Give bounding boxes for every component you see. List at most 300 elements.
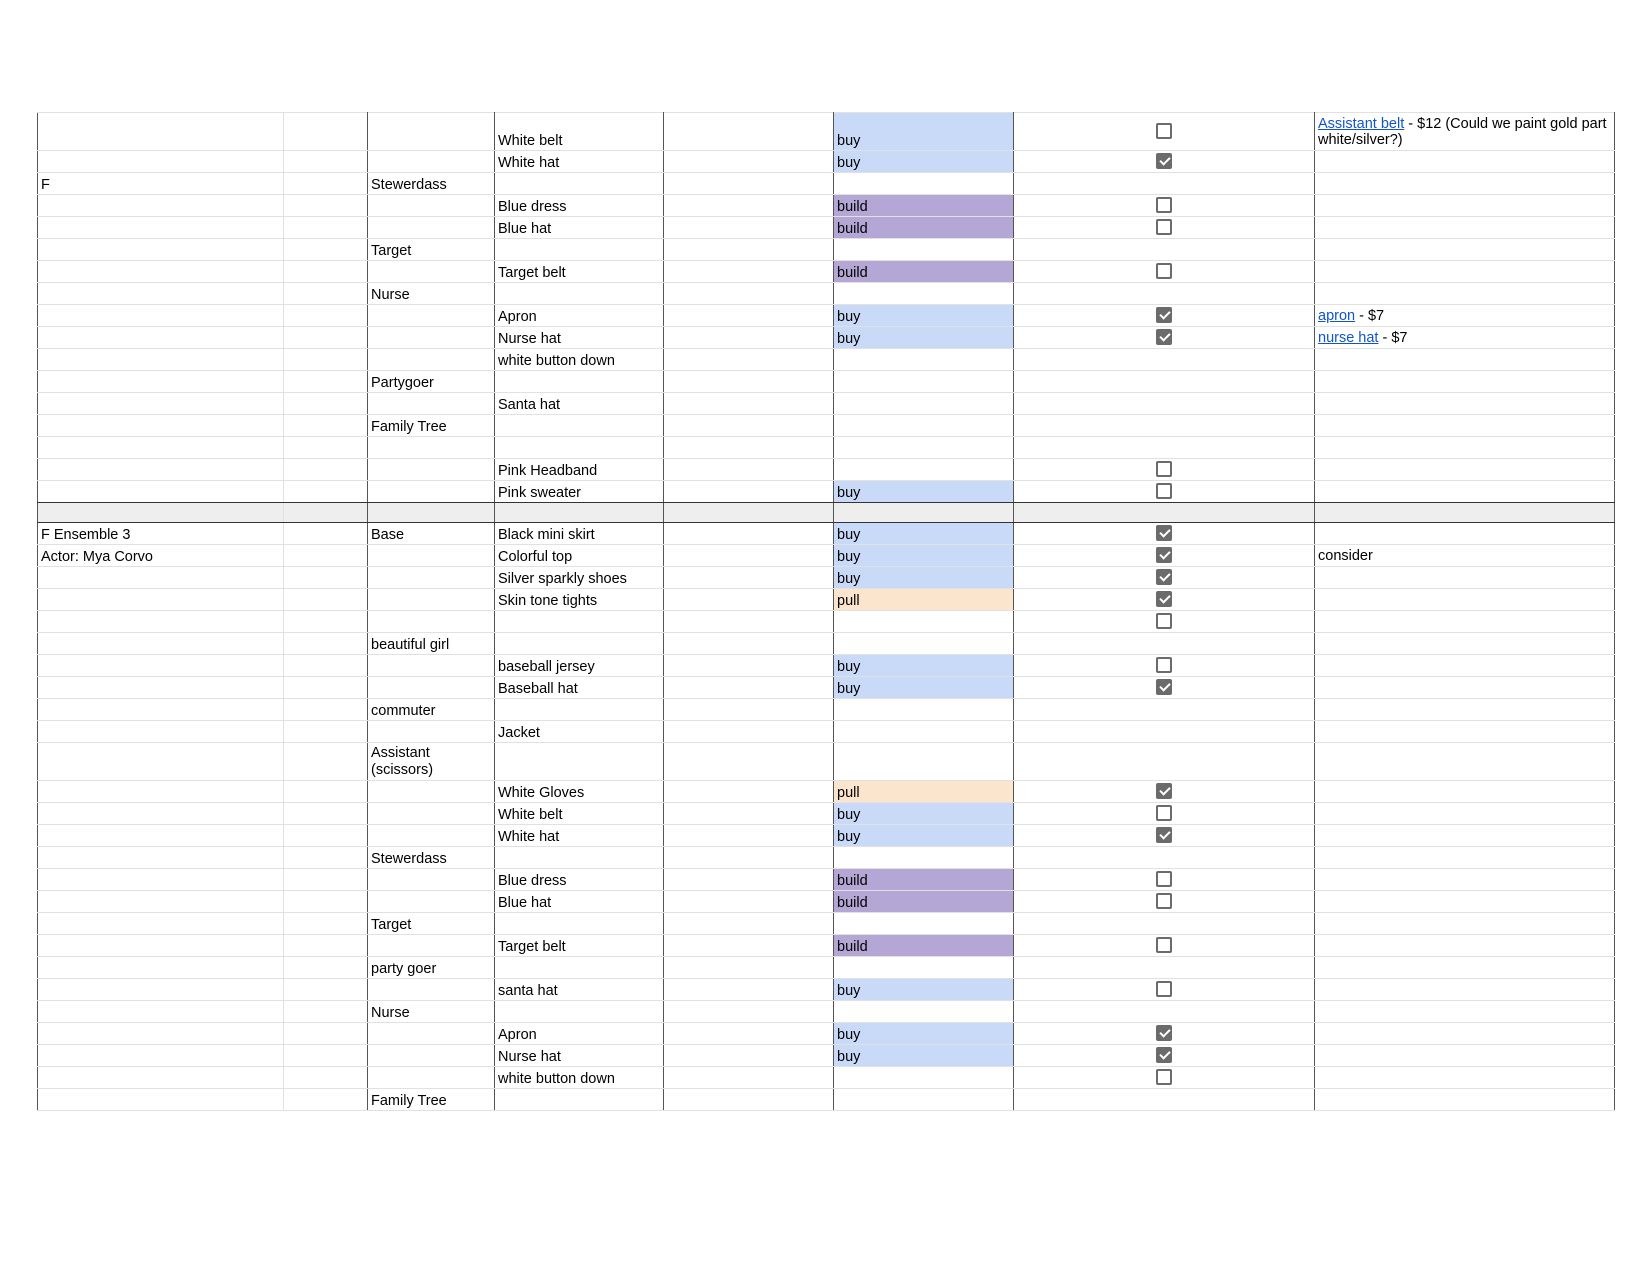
group-cell bbox=[38, 957, 284, 979]
item-cell bbox=[495, 1089, 664, 1111]
group-cell bbox=[38, 611, 284, 633]
done-checkbox-cell[interactable] bbox=[1014, 239, 1315, 261]
blank-cell bbox=[284, 327, 368, 349]
blank-cell bbox=[664, 677, 834, 699]
blank-cell bbox=[664, 415, 834, 437]
item-cell bbox=[495, 633, 664, 655]
role-cell bbox=[368, 1023, 495, 1045]
blank-cell bbox=[284, 957, 368, 979]
role-cell: commuter bbox=[368, 699, 495, 721]
status-cell bbox=[834, 239, 1014, 261]
notes-cell bbox=[1315, 677, 1615, 699]
item-cell bbox=[495, 415, 664, 437]
sheet-row bbox=[38, 545, 1615, 567]
role-cell bbox=[368, 195, 495, 217]
group-cell bbox=[38, 415, 284, 437]
group-cell bbox=[38, 589, 284, 611]
blank-cell bbox=[664, 173, 834, 195]
done-checkbox-cell[interactable] bbox=[1014, 803, 1315, 825]
status-cell bbox=[834, 349, 1014, 371]
status-cell bbox=[834, 847, 1014, 869]
notes-cell bbox=[1315, 721, 1615, 743]
blank-cell bbox=[664, 261, 834, 283]
item-cell: Pink Headband bbox=[495, 459, 664, 481]
role-cell bbox=[368, 503, 495, 523]
done-checkbox-cell[interactable] bbox=[1014, 151, 1315, 173]
item-cell bbox=[495, 743, 664, 781]
role-cell bbox=[368, 655, 495, 677]
notes-cell bbox=[1315, 633, 1615, 655]
sheet-row bbox=[38, 869, 1615, 891]
blank-cell bbox=[284, 415, 368, 437]
item-cell: Pink sweater bbox=[495, 481, 664, 503]
checked-checkbox[interactable] bbox=[1156, 307, 1172, 323]
group-cell: F Ensemble 3 bbox=[38, 523, 284, 545]
done-checkbox-cell[interactable] bbox=[1014, 217, 1315, 239]
note-text: - $7 bbox=[1378, 330, 1408, 346]
blank-cell bbox=[664, 721, 834, 743]
blank-cell bbox=[284, 825, 368, 847]
status-cell: buy bbox=[834, 677, 1014, 699]
blank-cell bbox=[664, 699, 834, 721]
status-cell bbox=[834, 393, 1014, 415]
item-link[interactable]: nurse hat bbox=[1318, 330, 1379, 346]
blank-cell bbox=[664, 195, 834, 217]
notes-cell bbox=[1315, 803, 1615, 825]
item-cell bbox=[495, 957, 664, 979]
role-cell bbox=[368, 261, 495, 283]
note-text: - $12 (Could we paint gold part white/silver?) bbox=[1318, 116, 1607, 148]
sheet-row bbox=[38, 283, 1615, 305]
group-cell bbox=[38, 327, 284, 349]
role-cell bbox=[368, 567, 495, 589]
done-checkbox-cell[interactable] bbox=[1014, 503, 1315, 523]
done-checkbox-cell[interactable] bbox=[1014, 261, 1315, 283]
status-cell bbox=[834, 283, 1014, 305]
blank-cell bbox=[664, 589, 834, 611]
role-cell bbox=[368, 393, 495, 415]
group-cell bbox=[38, 459, 284, 481]
done-checkbox-cell[interactable] bbox=[1014, 979, 1315, 1001]
checked-checkbox[interactable] bbox=[1156, 153, 1172, 169]
status-cell: buy bbox=[834, 803, 1014, 825]
blank-cell bbox=[284, 655, 368, 677]
done-checkbox-cell[interactable] bbox=[1014, 459, 1315, 481]
notes-cell bbox=[1315, 743, 1615, 781]
done-checkbox-cell[interactable] bbox=[1014, 743, 1315, 781]
item-cell: Apron bbox=[495, 1023, 664, 1045]
blank-cell bbox=[664, 1023, 834, 1045]
sheet-row bbox=[38, 677, 1615, 699]
blank-cell bbox=[284, 523, 368, 545]
unchecked-checkbox[interactable] bbox=[1156, 805, 1172, 821]
status-cell: buy bbox=[834, 825, 1014, 847]
checked-checkbox[interactable] bbox=[1156, 525, 1172, 541]
role-cell bbox=[368, 459, 495, 481]
item-cell bbox=[495, 437, 664, 459]
group-cell: Actor: Mya Corvo bbox=[38, 545, 284, 567]
unchecked-checkbox[interactable] bbox=[1156, 937, 1172, 953]
sheet-row bbox=[38, 891, 1615, 913]
checked-checkbox[interactable] bbox=[1156, 827, 1172, 843]
status-cell bbox=[834, 371, 1014, 393]
item-cell: White hat bbox=[495, 151, 664, 173]
sheet-row bbox=[38, 655, 1615, 677]
blank-cell bbox=[284, 195, 368, 217]
blank-cell bbox=[664, 523, 834, 545]
unchecked-checkbox[interactable] bbox=[1156, 893, 1172, 909]
blank-cell bbox=[664, 743, 834, 781]
group-cell bbox=[38, 913, 284, 935]
status-cell: build bbox=[834, 217, 1014, 239]
item-cell bbox=[495, 173, 664, 195]
blank-cell bbox=[284, 869, 368, 891]
item-cell: Colorful top bbox=[495, 545, 664, 567]
done-checkbox-cell[interactable] bbox=[1014, 113, 1315, 151]
done-checkbox-cell[interactable] bbox=[1014, 327, 1315, 349]
blank-cell bbox=[284, 677, 368, 699]
status-cell: pull bbox=[834, 589, 1014, 611]
role-cell: party goer bbox=[368, 957, 495, 979]
group-cell bbox=[38, 655, 284, 677]
sheet-row bbox=[38, 371, 1615, 393]
checked-checkbox[interactable] bbox=[1156, 679, 1172, 695]
done-checkbox-cell[interactable] bbox=[1014, 1023, 1315, 1045]
group-cell bbox=[38, 1023, 284, 1045]
role-cell bbox=[368, 1067, 495, 1089]
blank-cell bbox=[664, 825, 834, 847]
done-checkbox-cell[interactable] bbox=[1014, 825, 1315, 847]
notes-cell bbox=[1315, 481, 1615, 503]
unchecked-checkbox[interactable] bbox=[1156, 483, 1172, 499]
sheet-row bbox=[38, 261, 1615, 283]
item-link[interactable]: Assistant belt bbox=[1318, 116, 1405, 132]
item-cell bbox=[495, 283, 664, 305]
notes-cell bbox=[1315, 113, 1615, 151]
sheet-row bbox=[38, 1023, 1615, 1045]
status-cell: build bbox=[834, 935, 1014, 957]
item-cell: Jacket bbox=[495, 721, 664, 743]
blank-cell bbox=[664, 633, 834, 655]
status-cell: buy bbox=[834, 545, 1014, 567]
checked-checkbox[interactable] bbox=[1156, 569, 1172, 585]
item-link[interactable]: apron bbox=[1318, 308, 1356, 324]
role-cell bbox=[368, 437, 495, 459]
sheet-row bbox=[38, 1089, 1615, 1111]
blank-cell bbox=[664, 957, 834, 979]
notes-cell bbox=[1315, 589, 1615, 611]
done-checkbox-cell[interactable] bbox=[1014, 1067, 1315, 1089]
notes-cell bbox=[1315, 891, 1615, 913]
item-cell bbox=[495, 913, 664, 935]
done-checkbox-cell[interactable] bbox=[1014, 481, 1315, 503]
unchecked-checkbox[interactable] bbox=[1156, 981, 1172, 997]
role-cell bbox=[368, 217, 495, 239]
role-cell: Target bbox=[368, 913, 495, 935]
sheet-row bbox=[38, 305, 1615, 327]
status-cell: build bbox=[834, 869, 1014, 891]
blank-cell bbox=[284, 567, 368, 589]
group-cell bbox=[38, 891, 284, 913]
role-cell bbox=[368, 545, 495, 567]
done-checkbox-cell[interactable] bbox=[1014, 655, 1315, 677]
sheet-row bbox=[38, 743, 1615, 781]
blank-cell bbox=[284, 113, 368, 151]
blank-cell bbox=[284, 699, 368, 721]
done-checkbox-cell[interactable] bbox=[1014, 545, 1315, 567]
blank-cell bbox=[664, 239, 834, 261]
notes-cell bbox=[1315, 935, 1615, 957]
notes-cell bbox=[1315, 699, 1615, 721]
status-cell: buy bbox=[834, 979, 1014, 1001]
blank-cell bbox=[284, 913, 368, 935]
status-cell bbox=[834, 459, 1014, 481]
blank-cell bbox=[664, 567, 834, 589]
done-checkbox-cell[interactable] bbox=[1014, 957, 1315, 979]
done-checkbox-cell[interactable] bbox=[1014, 891, 1315, 913]
notes-cell bbox=[1315, 847, 1615, 869]
group-cell bbox=[38, 567, 284, 589]
role-cell bbox=[368, 677, 495, 699]
done-checkbox-cell[interactable] bbox=[1014, 283, 1315, 305]
blank-cell bbox=[664, 545, 834, 567]
group-cell bbox=[38, 437, 284, 459]
sheet-row bbox=[38, 781, 1615, 803]
group-cell bbox=[38, 1001, 284, 1023]
sheet-row bbox=[38, 173, 1615, 195]
item-cell: Silver sparkly shoes bbox=[495, 567, 664, 589]
unchecked-checkbox[interactable] bbox=[1156, 123, 1172, 139]
done-checkbox-cell[interactable] bbox=[1014, 1045, 1315, 1067]
notes-cell bbox=[1315, 825, 1615, 847]
done-checkbox-cell[interactable] bbox=[1014, 935, 1315, 957]
unchecked-checkbox[interactable] bbox=[1156, 871, 1172, 887]
group-cell bbox=[38, 847, 284, 869]
status-cell: buy bbox=[834, 1023, 1014, 1045]
status-cell bbox=[834, 957, 1014, 979]
role-cell: Family Tree bbox=[368, 1089, 495, 1111]
sheet-row bbox=[38, 1001, 1615, 1023]
checked-checkbox[interactable] bbox=[1156, 329, 1172, 345]
notes-cell bbox=[1315, 173, 1615, 195]
role-cell bbox=[368, 721, 495, 743]
sheet-row bbox=[38, 847, 1615, 869]
blank-cell bbox=[284, 305, 368, 327]
group-cell bbox=[38, 151, 284, 173]
notes-cell bbox=[1315, 327, 1615, 349]
sheet-row bbox=[38, 1067, 1615, 1089]
blank-cell bbox=[284, 545, 368, 567]
checked-checkbox[interactable] bbox=[1156, 547, 1172, 563]
status-cell: buy bbox=[834, 305, 1014, 327]
status-cell: buy bbox=[834, 481, 1014, 503]
blank-cell bbox=[664, 481, 834, 503]
group-cell bbox=[38, 283, 284, 305]
unchecked-checkbox[interactable] bbox=[1156, 613, 1172, 629]
done-checkbox-cell[interactable] bbox=[1014, 781, 1315, 803]
unchecked-checkbox[interactable] bbox=[1156, 1069, 1172, 1085]
group-cell bbox=[38, 217, 284, 239]
status-cell bbox=[834, 721, 1014, 743]
item-cell: White Gloves bbox=[495, 781, 664, 803]
blank-cell bbox=[664, 459, 834, 481]
unchecked-checkbox[interactable] bbox=[1156, 219, 1172, 235]
done-checkbox-cell[interactable] bbox=[1014, 721, 1315, 743]
group-cell bbox=[38, 1045, 284, 1067]
status-cell: buy bbox=[834, 655, 1014, 677]
done-checkbox-cell[interactable] bbox=[1014, 611, 1315, 633]
group-cell bbox=[38, 195, 284, 217]
done-checkbox-cell[interactable] bbox=[1014, 589, 1315, 611]
blank-cell bbox=[284, 803, 368, 825]
group-cell bbox=[38, 239, 284, 261]
group-cell bbox=[38, 503, 284, 523]
item-cell: Blue dress bbox=[495, 195, 664, 217]
blank-cell bbox=[664, 113, 834, 151]
notes-cell bbox=[1315, 349, 1615, 371]
unchecked-checkbox[interactable] bbox=[1156, 461, 1172, 477]
done-checkbox-cell[interactable] bbox=[1014, 847, 1315, 869]
item-cell: Blue dress bbox=[495, 869, 664, 891]
notes-cell bbox=[1315, 869, 1615, 891]
status-cell bbox=[834, 1067, 1014, 1089]
blank-cell bbox=[664, 305, 834, 327]
blank-cell bbox=[284, 721, 368, 743]
blank-cell bbox=[284, 349, 368, 371]
done-checkbox-cell[interactable] bbox=[1014, 523, 1315, 545]
sheet-row bbox=[38, 151, 1615, 173]
item-cell bbox=[495, 847, 664, 869]
role-cell bbox=[368, 151, 495, 173]
done-checkbox-cell[interactable] bbox=[1014, 415, 1315, 437]
status-cell bbox=[834, 743, 1014, 781]
blank-cell bbox=[664, 283, 834, 305]
blank-cell bbox=[284, 1023, 368, 1045]
blank-cell bbox=[664, 781, 834, 803]
sheet-row bbox=[38, 699, 1615, 721]
notes-cell bbox=[1315, 305, 1615, 327]
checked-checkbox[interactable] bbox=[1156, 1047, 1172, 1063]
done-checkbox-cell[interactable] bbox=[1014, 1001, 1315, 1023]
notes-cell bbox=[1315, 283, 1615, 305]
notes-cell bbox=[1315, 1089, 1615, 1111]
done-checkbox-cell[interactable] bbox=[1014, 913, 1315, 935]
notes-cell bbox=[1315, 567, 1615, 589]
unchecked-checkbox[interactable] bbox=[1156, 263, 1172, 279]
sheet-row bbox=[38, 935, 1615, 957]
blank-cell bbox=[664, 1067, 834, 1089]
role-cell: Nurse bbox=[368, 283, 495, 305]
done-checkbox-cell[interactable] bbox=[1014, 349, 1315, 371]
status-cell bbox=[834, 611, 1014, 633]
notes-cell bbox=[1315, 1023, 1615, 1045]
role-cell bbox=[368, 803, 495, 825]
sheet-row bbox=[38, 589, 1615, 611]
done-checkbox-cell[interactable] bbox=[1014, 371, 1315, 393]
checked-checkbox[interactable] bbox=[1156, 1025, 1172, 1041]
blank-cell bbox=[664, 891, 834, 913]
item-cell: Nurse hat bbox=[495, 1045, 664, 1067]
role-cell bbox=[368, 611, 495, 633]
unchecked-checkbox[interactable] bbox=[1156, 657, 1172, 673]
item-cell: White belt bbox=[495, 113, 664, 151]
sheet-row bbox=[38, 633, 1615, 655]
blank-cell bbox=[284, 611, 368, 633]
blank-cell bbox=[664, 327, 834, 349]
blank-cell bbox=[284, 481, 368, 503]
status-cell bbox=[834, 415, 1014, 437]
done-checkbox-cell[interactable] bbox=[1014, 195, 1315, 217]
item-cell bbox=[495, 371, 664, 393]
item-cell: baseball jersey bbox=[495, 655, 664, 677]
role-cell: Partygoer bbox=[368, 371, 495, 393]
done-checkbox-cell[interactable] bbox=[1014, 173, 1315, 195]
status-cell: build bbox=[834, 261, 1014, 283]
notes-cell bbox=[1315, 459, 1615, 481]
done-checkbox-cell[interactable] bbox=[1014, 699, 1315, 721]
item-cell: Black mini skirt bbox=[495, 523, 664, 545]
role-cell: Nurse bbox=[368, 1001, 495, 1023]
blank-cell bbox=[664, 349, 834, 371]
done-checkbox-cell[interactable] bbox=[1014, 1089, 1315, 1111]
checked-checkbox[interactable] bbox=[1156, 591, 1172, 607]
sheet-row bbox=[38, 567, 1615, 589]
blank-cell bbox=[284, 633, 368, 655]
item-cell: Target belt bbox=[495, 935, 664, 957]
done-checkbox-cell[interactable] bbox=[1014, 437, 1315, 459]
item-cell: santa hat bbox=[495, 979, 664, 1001]
item-cell bbox=[495, 239, 664, 261]
done-checkbox-cell[interactable] bbox=[1014, 305, 1315, 327]
blank-cell bbox=[664, 371, 834, 393]
group-cell bbox=[38, 721, 284, 743]
group-cell: F bbox=[38, 173, 284, 195]
role-cell bbox=[368, 1045, 495, 1067]
sheet-body bbox=[38, 113, 1615, 1111]
notes-cell bbox=[1315, 261, 1615, 283]
blank-cell bbox=[284, 891, 368, 913]
sheet-row bbox=[38, 825, 1615, 847]
blank-cell bbox=[284, 743, 368, 781]
note-text: consider bbox=[1318, 548, 1373, 564]
unchecked-checkbox[interactable] bbox=[1156, 197, 1172, 213]
blank-cell bbox=[284, 151, 368, 173]
notes-cell bbox=[1315, 1067, 1615, 1089]
done-checkbox-cell[interactable] bbox=[1014, 869, 1315, 891]
blank-cell bbox=[284, 1067, 368, 1089]
blank-cell bbox=[664, 935, 834, 957]
role-cell bbox=[368, 979, 495, 1001]
status-cell bbox=[834, 699, 1014, 721]
item-cell: Blue hat bbox=[495, 217, 664, 239]
blank-cell bbox=[284, 261, 368, 283]
checked-checkbox[interactable] bbox=[1156, 783, 1172, 799]
done-checkbox-cell[interactable] bbox=[1014, 567, 1315, 589]
blank-cell bbox=[664, 655, 834, 677]
done-checkbox-cell[interactable] bbox=[1014, 633, 1315, 655]
group-cell bbox=[38, 825, 284, 847]
role-cell bbox=[368, 891, 495, 913]
done-checkbox-cell[interactable] bbox=[1014, 677, 1315, 699]
sheet-row bbox=[38, 349, 1615, 371]
notes-cell bbox=[1315, 239, 1615, 261]
item-cell: white button down bbox=[495, 349, 664, 371]
sheet-row bbox=[38, 481, 1615, 503]
role-cell bbox=[368, 869, 495, 891]
done-checkbox-cell[interactable] bbox=[1014, 393, 1315, 415]
sheet-row bbox=[38, 113, 1615, 151]
group-cell bbox=[38, 677, 284, 699]
